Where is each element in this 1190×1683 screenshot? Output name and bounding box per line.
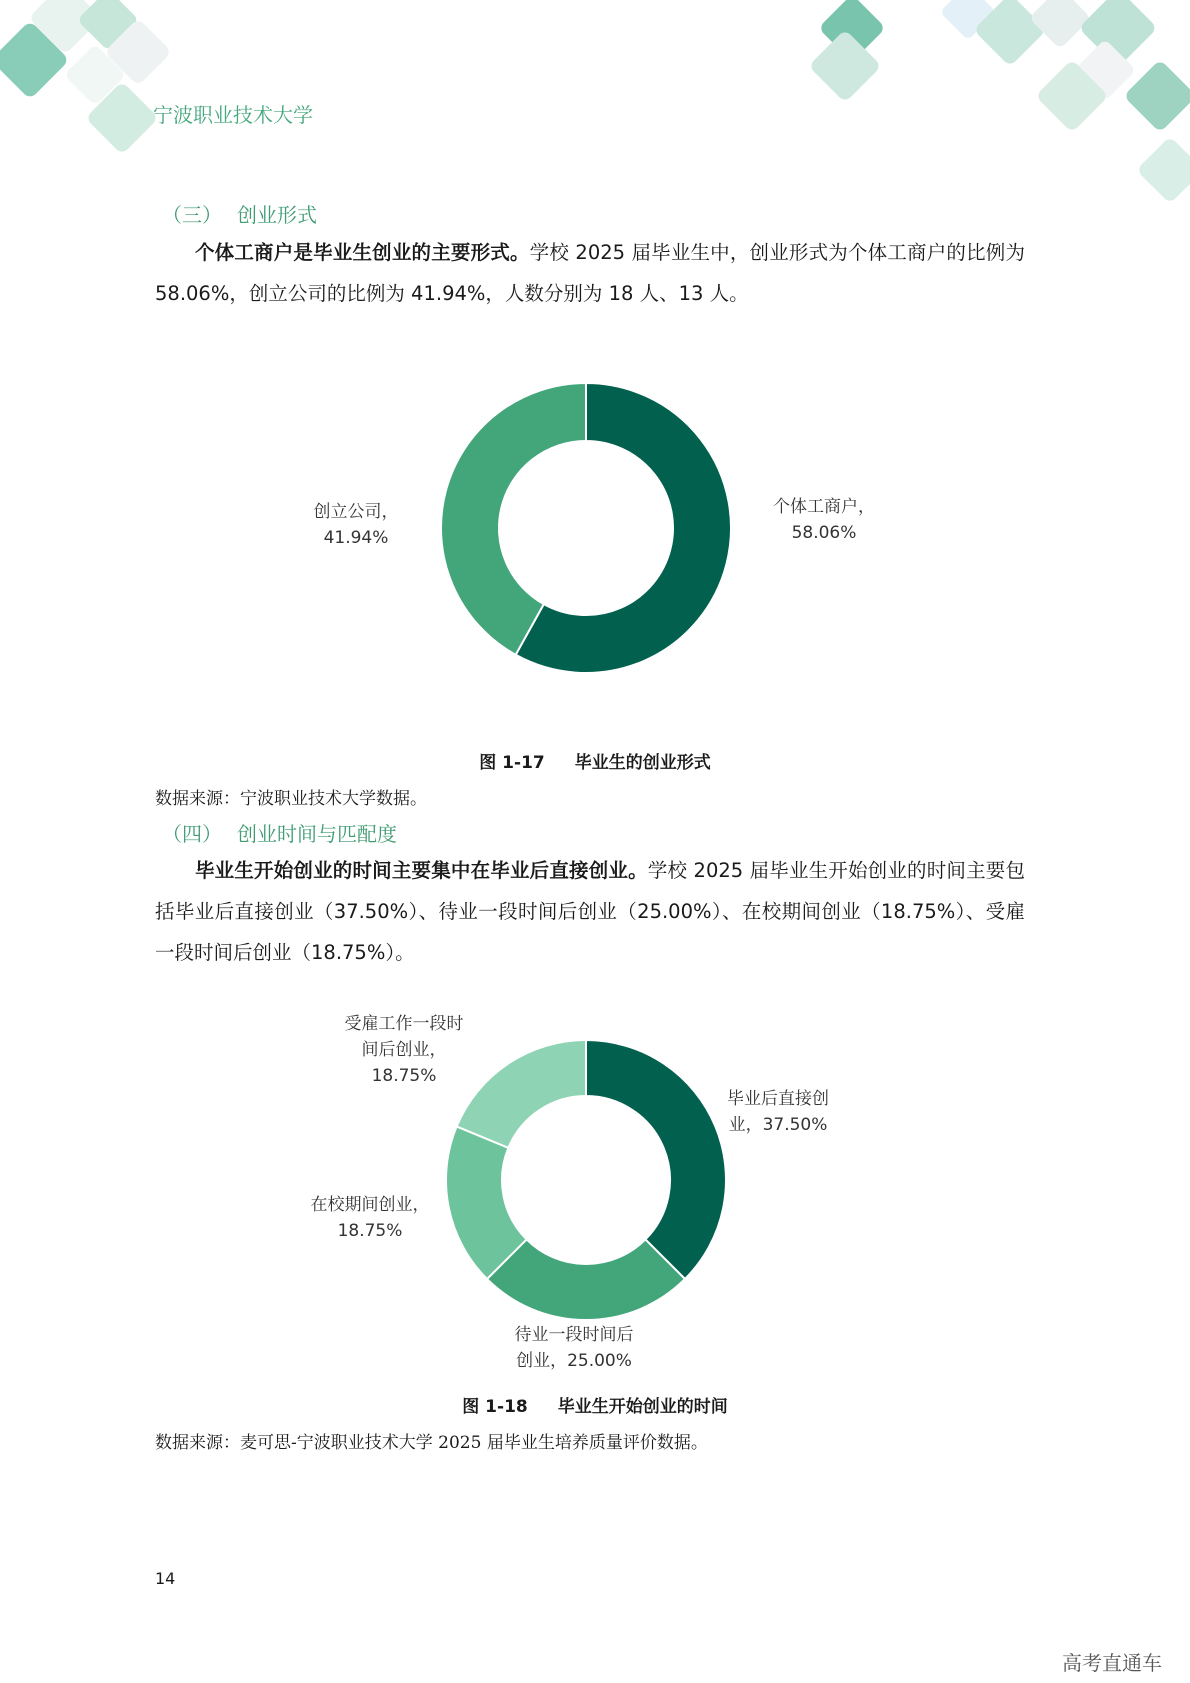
section-title: 创业时间与匹配度 xyxy=(237,822,397,846)
paragraph-entrepreneurship-form xyxy=(155,232,1025,314)
section-heading-4 xyxy=(162,818,397,847)
paragraph-body: 学校 2025 届毕业生中，创业形式为个体工商户的比例为 58.06%，创立公司的比例为 41.94%，人数分别为 18 人、13 人。 xyxy=(155,241,1025,305)
data-label-1: 个体工商户， 58.06% xyxy=(773,497,875,543)
figure-caption-1-18 xyxy=(0,1392,1190,1417)
watermark: 高考直通车 xyxy=(1062,1651,1162,1675)
data-source-1-17: 数据来源：宁波职业技术大学数据。 xyxy=(155,789,427,809)
chart-entrepreneurship-form xyxy=(0,360,1190,690)
section-number: （四） xyxy=(162,822,222,846)
section-number: （三） xyxy=(162,203,222,227)
paragraph-startup-timing xyxy=(155,850,1025,973)
donut-slice-1 xyxy=(586,1040,726,1279)
paragraph-lead: 毕业生开始创业的时间主要集中在毕业后直接创业。 xyxy=(195,859,648,882)
data-label-1: 毕业后直接创业，37.50% xyxy=(727,1089,829,1135)
donut-slice-2 xyxy=(487,1239,685,1320)
data-label-2: 创立公司， 41.94% xyxy=(313,502,399,548)
page-number: 14 xyxy=(155,1569,176,1588)
figure-number: 图 1-18 xyxy=(462,1397,528,1417)
figure-caption-1-17 xyxy=(0,748,1190,773)
data-source-1-18: 数据来源：麦可思-宁波职业技术大学 2025 届毕业生培养质量评价数据。 xyxy=(155,1433,708,1453)
school-name: 宁波职业技术大学 xyxy=(153,103,313,127)
paragraph-lead: 个体工商户是毕业生创业的主要形式。 xyxy=(195,241,530,264)
section-title: 创业形式 xyxy=(237,203,317,227)
section-heading-3 xyxy=(162,199,317,228)
donut-slice-4 xyxy=(457,1040,586,1148)
figure-title: 毕业生的创业形式 xyxy=(574,753,711,773)
paragraph-body: 学校 2025 届毕业生开始创业的时间主要包括毕业后直接创业（37.50%）、待业一段时间后创业（25.00%）、在校期间创业（18.75%）、受雇一段时间后创业（18.75%）。 xyxy=(155,859,1025,964)
chart-startup-timing xyxy=(0,1000,1190,1380)
figure-number: 图 1-17 xyxy=(479,753,545,773)
data-label-3: 在校期间创业， 18.75% xyxy=(310,1195,430,1241)
data-label-2: 待业一段时间后创业，25.00% xyxy=(514,1325,634,1371)
figure-title: 毕业生开始创业的时间 xyxy=(557,1397,728,1417)
data-label-4: 受雇工作一段时间后创业， 18.75% xyxy=(344,1014,464,1086)
